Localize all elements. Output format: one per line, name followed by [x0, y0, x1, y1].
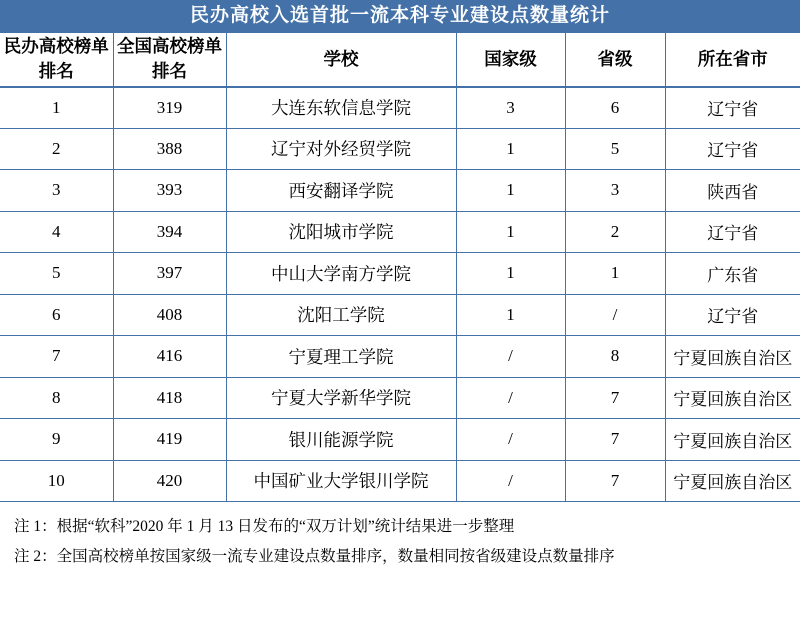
cell-national-level: /	[456, 419, 565, 461]
cell-provincial-level: 7	[565, 460, 665, 502]
cell-national-rank: 418	[113, 377, 226, 419]
cell-national-level: 1	[456, 253, 565, 295]
cell-school: 沈阳工学院	[226, 294, 456, 336]
cell-province: 广东省	[665, 253, 800, 295]
cell-provincial-level: 2	[565, 211, 665, 253]
cell-province: 宁夏回族自治区	[665, 377, 800, 419]
cell-province: 宁夏回族自治区	[665, 419, 800, 461]
cell-private-rank: 7	[0, 336, 113, 378]
cell-province: 辽宁省	[665, 87, 800, 129]
cell-private-rank: 8	[0, 377, 113, 419]
table-row	[0, 377, 800, 419]
cell-national-level: /	[456, 336, 565, 378]
cell-province: 陕西省	[665, 170, 800, 212]
cell-school: 大连东软信息学院	[226, 87, 456, 129]
cell-national-level: 1	[456, 211, 565, 253]
table-body	[0, 87, 800, 502]
cell-national-rank: 393	[113, 170, 226, 212]
table-row	[0, 211, 800, 253]
cell-provincial-level: 7	[565, 377, 665, 419]
cell-national-level: 3	[456, 87, 565, 129]
cell-national-level: 1	[456, 294, 565, 336]
cell-private-rank: 6	[0, 294, 113, 336]
cell-provincial-level: /	[565, 294, 665, 336]
footnote-2: 注 2：全国高校榜单按国家级一流专业建设点数量排序，数量相同按省级建设点数量排序	[14, 548, 615, 565]
cell-school: 宁夏大学新华学院	[226, 377, 456, 419]
cell-school: 辽宁对外经贸学院	[226, 128, 456, 170]
table-row	[0, 294, 800, 336]
cell-provincial-level: 5	[565, 128, 665, 170]
cell-province: 宁夏回族自治区	[665, 460, 800, 502]
page-title: 民办高校入选首批一流本科专业建设点数量统计	[0, 0, 800, 32]
column-header-province: 所在省市	[665, 33, 800, 87]
cell-provincial-level: 7	[565, 419, 665, 461]
cell-national-level: 1	[456, 170, 565, 212]
cell-private-rank: 3	[0, 170, 113, 212]
cell-national-level: /	[456, 460, 565, 502]
column-header-national-rank: 全国高校榜单排名	[113, 33, 226, 87]
table-row	[0, 460, 800, 502]
cell-national-rank: 416	[113, 336, 226, 378]
column-header-provincial-level: 省级	[565, 33, 665, 87]
cell-national-rank: 408	[113, 294, 226, 336]
cell-provincial-level: 1	[565, 253, 665, 295]
cell-national-rank: 420	[113, 460, 226, 502]
table-row	[0, 128, 800, 170]
cell-province: 辽宁省	[665, 294, 800, 336]
column-header-national-level: 国家级	[456, 33, 565, 87]
cell-national-level: /	[456, 377, 565, 419]
cell-private-rank: 10	[0, 460, 113, 502]
table-row	[0, 336, 800, 378]
cell-national-level: 1	[456, 128, 565, 170]
cell-provincial-level: 8	[565, 336, 665, 378]
table-row	[0, 170, 800, 212]
cell-school: 西安翻译学院	[226, 170, 456, 212]
table-row	[0, 419, 800, 461]
cell-province: 辽宁省	[665, 211, 800, 253]
table-row	[0, 87, 800, 129]
cell-school: 中山大学南方学院	[226, 253, 456, 295]
cell-school: 银川能源学院	[226, 419, 456, 461]
cell-national-rank: 394	[113, 211, 226, 253]
table-header-row	[0, 33, 800, 87]
cell-private-rank: 2	[0, 128, 113, 170]
cell-provincial-level: 3	[565, 170, 665, 212]
cell-private-rank: 1	[0, 87, 113, 129]
footnote-1: 注 1：根据“软科”2020 年 1 月 13 日发布的“双万计划”统计结果进一步整理	[14, 518, 515, 535]
footnotes	[0, 502, 800, 572]
table-row	[0, 253, 800, 295]
cell-national-rank: 397	[113, 253, 226, 295]
statistics-table	[0, 32, 800, 502]
cell-school: 沈阳城市学院	[226, 211, 456, 253]
cell-national-rank: 388	[113, 128, 226, 170]
cell-province: 宁夏回族自治区	[665, 336, 800, 378]
cell-school: 宁夏理工学院	[226, 336, 456, 378]
cell-national-rank: 319	[113, 87, 226, 129]
cell-provincial-level: 6	[565, 87, 665, 129]
cell-school: 中国矿业大学银川学院	[226, 460, 456, 502]
cell-province: 辽宁省	[665, 128, 800, 170]
column-header-private-rank: 民办高校榜单排名	[0, 33, 113, 87]
cell-national-rank: 419	[113, 419, 226, 461]
cell-private-rank: 4	[0, 211, 113, 253]
column-header-school: 学校	[226, 33, 456, 87]
cell-private-rank: 5	[0, 253, 113, 295]
cell-private-rank: 9	[0, 419, 113, 461]
